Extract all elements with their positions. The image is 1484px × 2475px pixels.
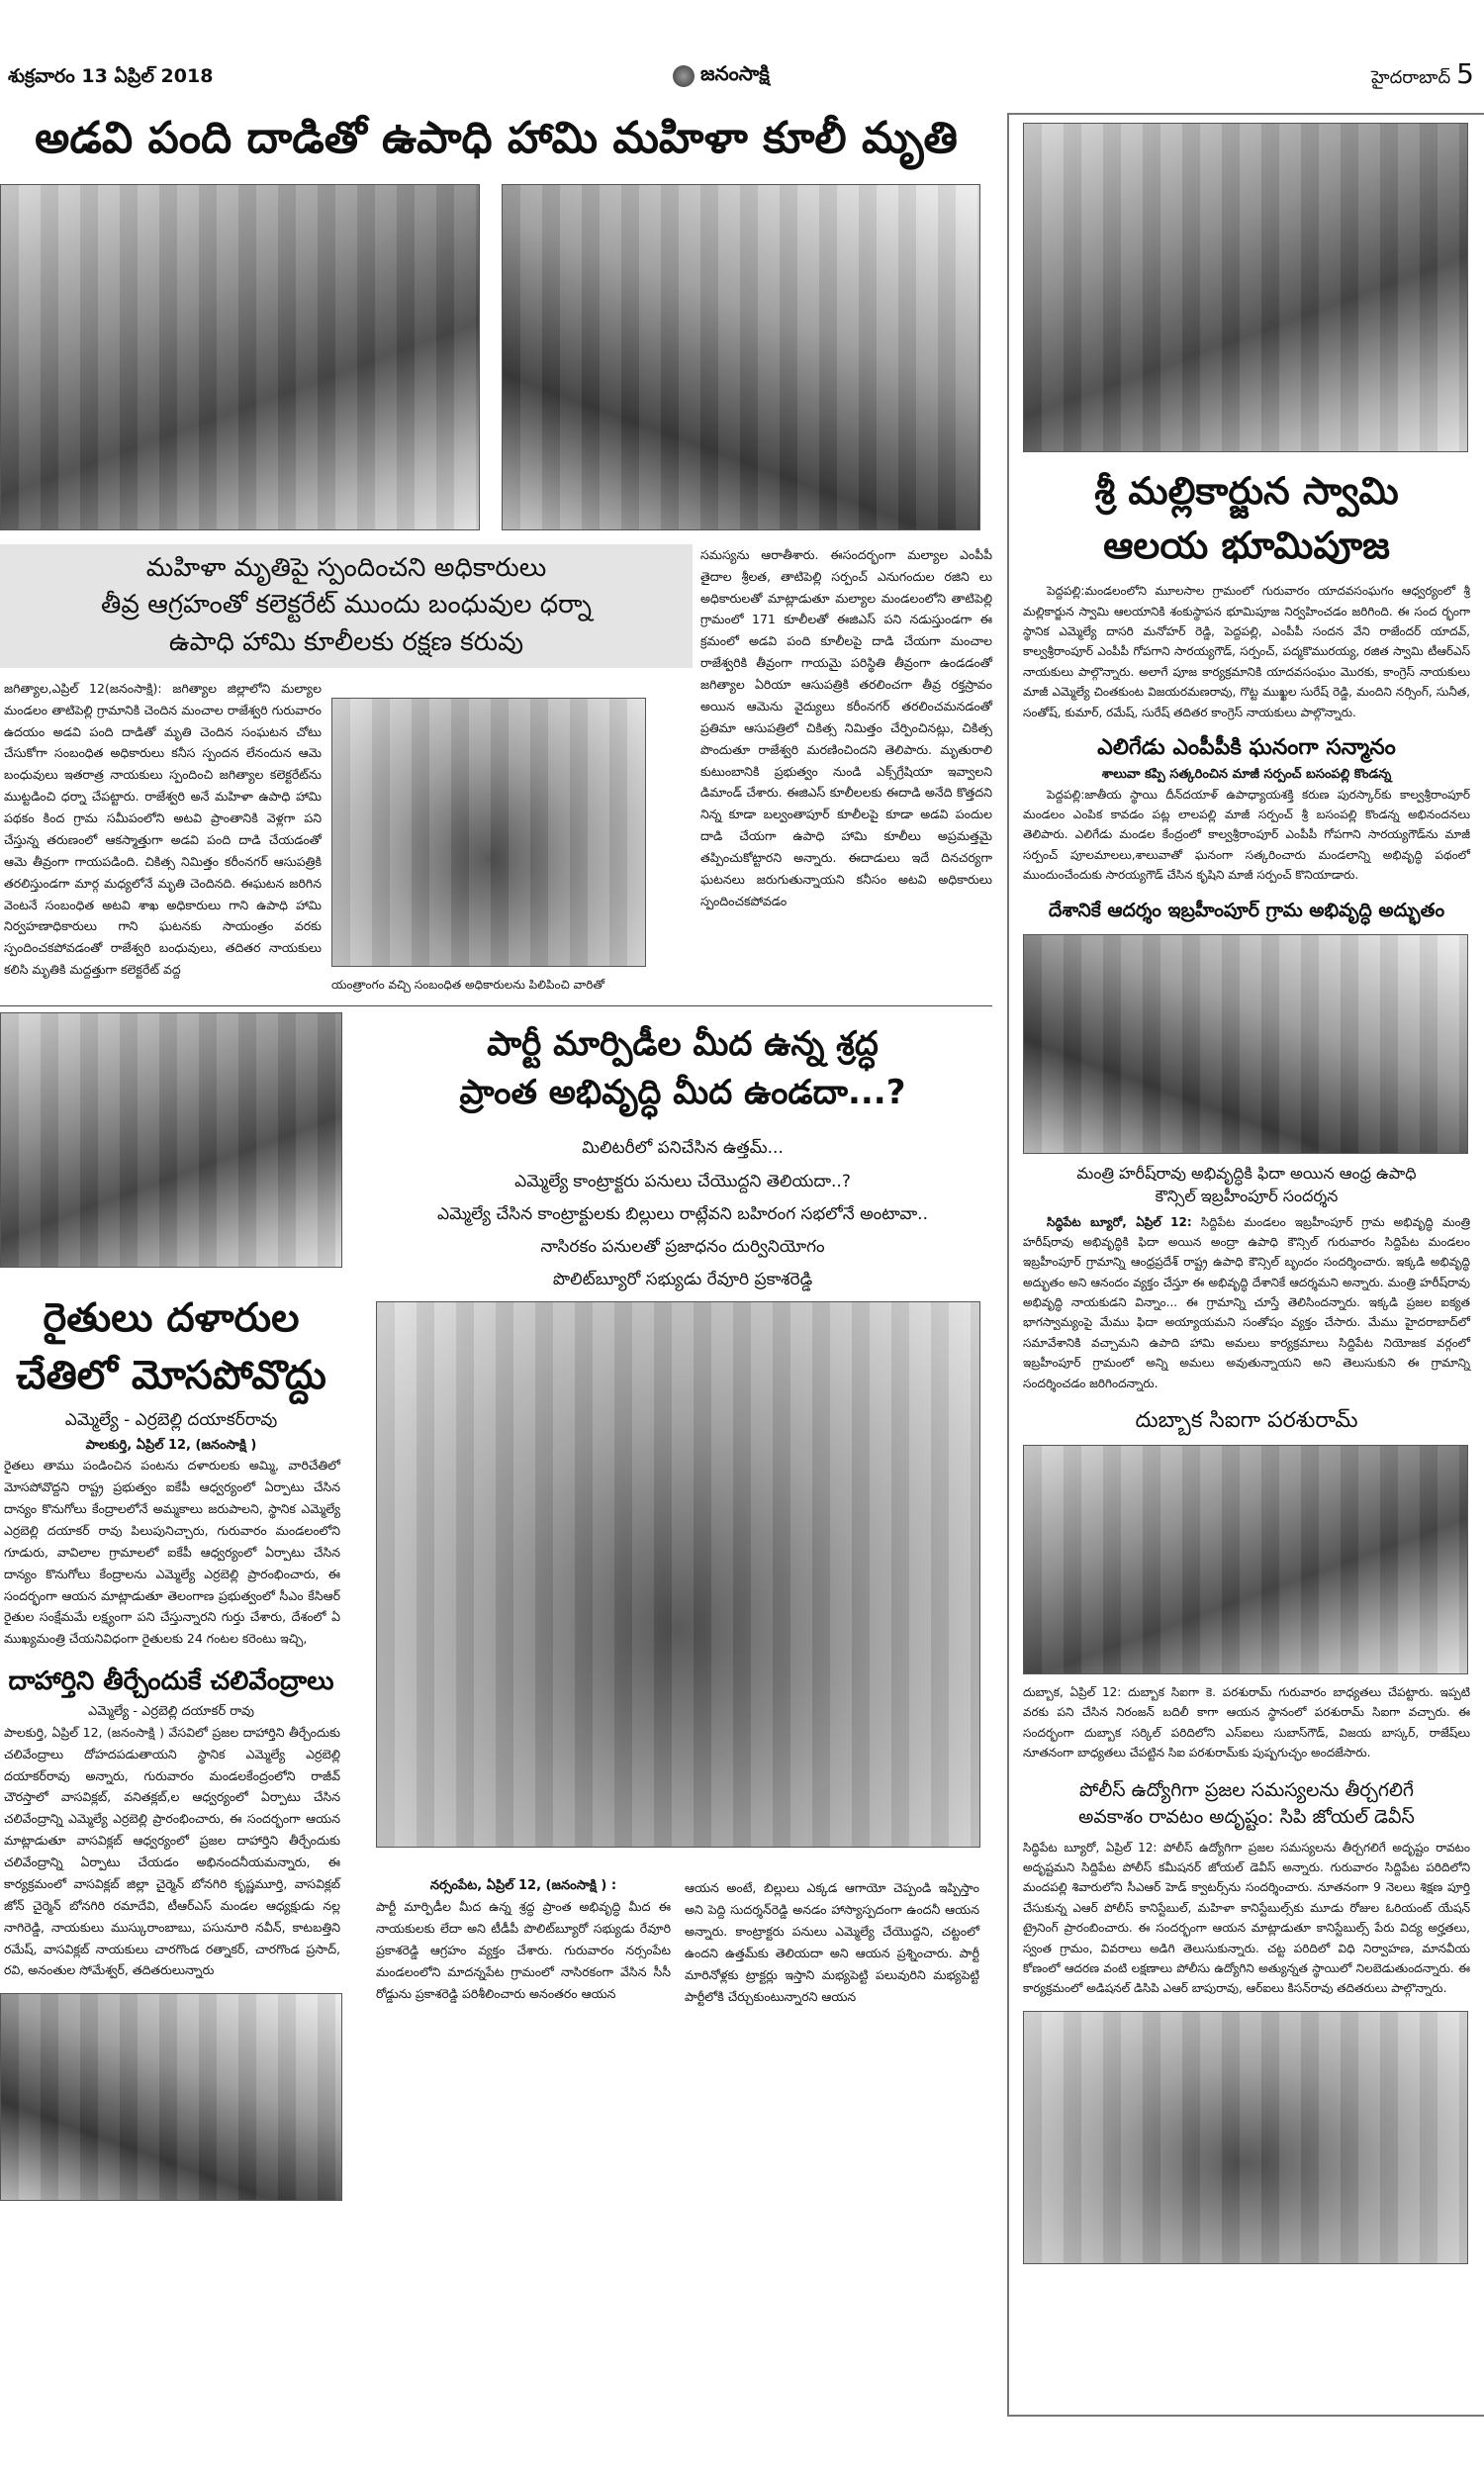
divider bbox=[0, 1005, 992, 1006]
story4-headline: దాహార్తిని తీర్చేందుకే చలివేంద్రాలు bbox=[8, 1666, 334, 1697]
story2-tagline: ఎమ్మెల్యే చేసిన కాంట్రాక్టులకు బిల్లులు రాట్లేవని బహిరంగ సభలోనే అంటావా.. bbox=[437, 1203, 928, 1224]
story2-dateline: నర్సంపేట, ఏప్రిల్ 12, (జనంసాక్షి ) : bbox=[429, 1878, 617, 1894]
dubbaka-headline: దుబ్బాక సిఐగా పరశురామ్ bbox=[1135, 1408, 1358, 1434]
story3-byline: ఎమ్మెల్యే - ఎర్రబెల్లి దయాకర్‌రావు bbox=[64, 1409, 278, 1430]
story2-col1 bbox=[376, 1877, 671, 2007]
main-area bbox=[0, 103, 992, 2201]
city: హైదరాబాద్ bbox=[1371, 67, 1451, 88]
story2-taglines bbox=[376, 1135, 989, 1293]
story1-photo-caption: యంత్రాంగం వచ్చి సంబంధిత అధికారులను పిలిపించి వారితో bbox=[331, 977, 605, 992]
story3-headline-2: చేతిలో మోసపోవొద్దు bbox=[16, 1352, 326, 1398]
ibrahimpur-text: సిద్దిపేట మండలం ఇబ్రహీంపూర్ గ్రామ అభివృద్ధి మంత్రి హరీష్‌రావు అభివృద్ధికి ఫిదా అయిన అంద్రా ఉపాధి కౌన్సిల్ గురువారం సిద్దిపేట మండలం ఇబ్రహీంపూర్ గ్రామాన్ని ఆంధ్రప్రదేశ్ రాష్ట్ర ఉపాధి కౌన్సిల్ బృందం సందర్శించారు. ఇక్కడి అభివృద్ధి అద్భుతం అని ఆనందం వ్యక్తం చేస్తూ ఈ అభివృద్ధి దేశానికే ఆదర్శమని అన్నారు. మంత్రి హరీష్‌రావు అభివృద్ధి నాయకుడని విన్నాం... ఈ గ్రామాన్ని చూస్తే తెలిసిందన్నారు. ఇక్కడి ప్రజల ఐక్యత భాగస్వామ్యంపై మేము ఫిదా అయ్యాయమని సంతోషం వ్యక్తం చేసారు. మేము హైదరాబాద్‌లో సమావేశానికి వచ్చామని ఉపాది హామి అమలు కార్యక్రమాలు సిద్దిపేట నియోజక వర్గంలో ఇబ్రహీంపూర్ గ్రామంలో అన్ని అమలు అవుతున్నాయని అని తెలుసుకుని ఈ గ్రామాన్ని సందర్శించడం జరిగిందన్నారు. bbox=[1023, 1214, 1470, 1390]
story2-headline-1: పార్టీ మార్పిడీల మీద ఉన్న శ్రద్ధ bbox=[487, 1023, 879, 1064]
masthead-city-page bbox=[1371, 57, 1474, 92]
story2-tagline: ఎమ్మెల్యే కాంట్రాక్టరు పనులు చేయొద్దని తెలియదా..? bbox=[514, 1171, 851, 1191]
elgedu-subhead: శాలువా కప్పి సత్కరించిన మాజీ సర్పంచ్ బసంపల్లి కొండన్న bbox=[1101, 766, 1392, 782]
ibrahimpur-caption-2: కౌన్సిల్ ఇబ్రహీంపూర్ సందర్శన bbox=[1155, 1187, 1339, 1206]
ibrahimpur-photo bbox=[1023, 934, 1468, 1154]
paper-name: జనంసాక్షి bbox=[700, 61, 770, 85]
story1-subhead-1: మహిళా మృతిపై స్పందించని అధికారులు bbox=[145, 552, 547, 583]
story1-photo-ambulance bbox=[502, 184, 980, 530]
story1-subhead-box bbox=[0, 544, 693, 668]
lower-area bbox=[0, 1012, 992, 2201]
police-training-photo bbox=[1023, 2011, 1468, 2264]
temple-photo bbox=[1023, 123, 1468, 452]
story1-left-lower bbox=[0, 678, 693, 996]
dubbaka-photo bbox=[1023, 1445, 1468, 1674]
story4-body: పాలకుర్తి, ఏప్రిల్ 12, (జనంసాక్షి ) వేసవిలో ప్రజల దాహార్తిని తీర్చేందుకు చలివేంద్రాలు దోహదపడుతాయని స్థానిక ఎమ్మెల్యే ఎర్రబెల్లి దయాకర్‌రావు అన్నారు, గురువారం మండలకేంద్రంలోని రాజీవ్ చౌరస్తాలో వాసవిక్లబ్, వనితక్లబ్,ల ఆధ్వర్యంలో ఏర్పాటు చేసిన చలివేంద్రాన్ని ఎమ్మెల్యే ఎర్రబెల్లి ప్రారంభించారు, ఈ సందర్భంగా ఆయన మాట్లాడుతూ వాసవిక్లబ్ ఆధ్వర్యంలో ప్రజల దాహార్తిని తీర్చేందుకు చలివేంద్రాన్ని ఏర్పాటు చేయడం అభినందనీయమన్నారు, ఈ కార్యక్రమంలో వాసవిక్లబ్ జిల్లా చైర్మెన్ బోనగిరి కృష్ణమూర్తి, వాసవిక్లబ్ జోన్ చైర్మెన్ బోనగిరి రమాదేవి, టీఆర్‌ఎస్ మండల ఆధ్యక్షుడు నల్ల నాగిరెడ్డి, నాయకులు ముస్కురాంబాబు, పసునూరి నవీన్, కాటబత్తిని రమేష్, వాసవిక్లబ్ నాయకులు చారగొండ రత్నాకర్, చారగొండ ప్రసాద్, రవి, అనంతుల సోమేశ్వర్, తదితరులున్నారు bbox=[4, 1724, 340, 1978]
police-headline-2: అవకాశం రావటం అదృష్టం: సిపి జోయల్ డెవీస్ bbox=[1078, 1806, 1415, 1829]
story2-body-col2: ఆయన అంటే, బిల్లులు ఎక్కడ ఆగాయో చెప్పండి ఇప్పిస్తాం అని పెద్ది సుదర్శన్‌రెడ్డి అనడం హాస్యాస్పదంగా ఉందనీ ఆయన అన్నారు. కాంట్రాక్టరు పనులు ఎమ్మెల్యే చేయొద్దని, చట్టంలో ఉందని ఉత్తమ్‌కు తెలియదా అని ఆయన ప్రశ్నించారు. పార్టీ మారినోళ్లకు ట్రాక్టర్లు ఇస్తాని మభ్యపెట్టి పలువురిని మభ్యపెట్టి పార్టీలోకి చేర్చుకుంటున్నారని ఆయన bbox=[685, 1880, 979, 2004]
story2-tagline: పొలిట్‌బ్యూరో సభ్యుడు రేవూరి ప్రకాశరెడ్డి bbox=[552, 1270, 813, 1290]
ibrahimpur-lead: సిద్ధిపేట బ్యూరో, ఏప్రిల్ 12: bbox=[1047, 1214, 1192, 1229]
story2-photo-leaders bbox=[376, 1301, 980, 1848]
page-number: 5 bbox=[1456, 57, 1474, 90]
story3-body: రైతలు తాము పండించిన పంటను దళారులకు అమ్మి, వారిచేతిలో మోసపోవొద్దని రాష్ట్ర ప్రభుత్వం ఐకేపీ ఆధ్వర్యంలో ఏర్పాటు చేసిన దాన్యం కొనుగోలు కేంద్రాలలోనే అమ్మకాలు జరుపాలని, స్థానిక ఎమ్మెల్యే ఎర్రబెల్లి దయాకర్ రావు పిలుపునిచ్చారు, గురువారం మండలంలోని గూడురు, వావిలాల గ్రామాలలో ఐకేపీ ఆధ్వర్యంలో ఏర్పాటు చేసిన దాన్యం కొనుగోలు కేంద్రాలను ఎమ్మెల్యే ఎర్రబెల్లి ప్రారంభించారు, ఈ సందర్భంగా ఆయన మాట్లాడుతూ తెలంగాణ ప్రభుత్వంలో సీఎం కేసిఆర్ రైతుల సంక్షేమమే లక్ష్యంగా పని చేస్తున్నారని గుర్తు చేశారు, దేశంలో ఏ ముఖ్యమంత్రి చేయనివిధంగా రైతులకు 24 గంటల కరెంటు ఇచ్చి, bbox=[4, 1458, 340, 1647]
elgedu-headline: ఎలిగేడు ఎంపీపీకి ఘనంగా సన్మానం bbox=[1097, 734, 1396, 760]
story1-photo-block bbox=[331, 698, 646, 996]
right-column-box bbox=[1007, 113, 1484, 2417]
left-column bbox=[0, 1012, 342, 2201]
story2-body bbox=[376, 1877, 989, 2007]
story3-headline-1: రైతులు దళారుల bbox=[43, 1294, 300, 1341]
story1-text bbox=[0, 544, 992, 996]
story1-body-col1: జగిత్యాల,ఎప్రిల్ 12(జనంసాక్షి): జగిత్యాల జిల్లాలోని మల్యాల మండలం తాటిపెల్లి గ్రామానికి చెందిన మంచాల రాజేశ్వరి గురువారం ఉదయం అడవి పంది దాడితో మృతి చెందిన సంఘటన చోటు చేసుకోగా సంబంధిత అధికారులు కనీస స్పందన లేనందున ఆమె బంధువులు ఇతరాత్ర నాయకులు స్పందించి జగిత్యాల కలెక్టరేట్‌ను ముట్టడించి ధర్నా చేపట్టారు. రాజేశ్వరి అనే మహిళా ఉపాధి హామి పథకం కింద గ్రామ సమీపంలోని అటవి ప్రాంతానికి వెళ్లగా పని చేస్తున్న తరుణంలో ఆకస్మాత్తుగా అడవి పంది దాడి చేయడంతో ఆమె తీవ్రంగా గాయపడింది. చికిత్స నిమిత్తం కరీంనగర్ ఆసుపత్రికి తరలిస్తుండగా మార్గ మధ్యలోనే మృతి చెందినది. ఈఘటన జరిగిన వెంటనే సంబంధిత అటవి శాఖ అధికారులు గాని ఉపాధి హామి నిర్వహణాధికారులు గాని ఘటనకు సాయంత్రం వరకు స్పందించకపోవడంతో రాజేశ్వరి బంధువులు, తదితర నాయకులు కలిసి మృతికి మద్దత్తుగా కలెక్టరేట్ వద్ద bbox=[4, 680, 322, 978]
masthead-date: శుక్రవారం 13 ఏప్రిల్ 2018 bbox=[8, 65, 214, 87]
temple-headline-2: ఆలయ భూమిపూజ bbox=[1103, 524, 1390, 568]
dubbaka-body: దుబ్బాక, ఏప్రిల్ 12: దుబ్బాక సిఐగా కె. పరశురామ్ గురువారం బాధ్యతలు చేపట్టారు. ఇప్పటి వరకు పని చేసిన నిరంజన్ బదిలీ కాగా ఆయన స్థానంలో పరశురామ్ సిఐగా వచ్చారు. ఈ సందర్భంగా దుబ్బాక సర్కిల్ పరిదిలోని ఎస్ఐలు సుబాస్‌గౌడ్, విజయ బాస్కర్, రాజేష్‌లు నూతనంగా బాధ్యతలు చేపట్టిన సిఐ పరశురామ్‌కు పుష్పగుచ్ఛం అందజేసారు. bbox=[1023, 1684, 1470, 1761]
story1-photo-row bbox=[0, 184, 992, 530]
police-headline-1: పోలీస్ ఉద్యోగిగా ప్రజల సమస్యలను తీర్చగలిగే bbox=[1079, 1778, 1414, 1801]
story1-left bbox=[0, 544, 693, 996]
center-column bbox=[376, 1012, 989, 2201]
story1-subhead-2: తీవ్ర ఆగ్రహంతో కలెక్టరేట్ ముందు బంధువుల ధర్నా bbox=[101, 590, 592, 620]
ibrahimpur-headline: దేశానికే ఆదర్శం ఇబ్రహీంపూర్ గ్రామ అభివృద్ధి అద్భుతం bbox=[1048, 899, 1445, 921]
story1-headline: అడవి పంది దాడితో ఉపాధి హామి మహిళా కూలీ మృతి bbox=[35, 113, 958, 163]
story2-headline-2: ప్రాంత అభివృద్ధి మీద ఉండదా...? bbox=[459, 1073, 906, 1113]
story1-body-col2: సమస్యను ఆరాతీశారు. ఈసందర్భంగా మల్యాల ఎంపీపీ తైదాల శ్రీలత, తాటిపెల్లి సర్పంచ్ ఎనుగందుల రజిని లు అధికారులతో మాట్లాడుతూ మల్యాల మండలంలోని తాటిపెల్లి గ్రామంలో 171 కూలీలతో ఈజిఎస్ పని నడుస్తుండగా ఈ క్రమంలో అడవి పంది కూలీలపై దాడి చేయగా మంచాల రాజేశ్వరికి తీవ్రంగా గాయమై పరిస్థితి తీవ్రంగా ఉండడంతో జగిత్యాల ఏరియా ఆసుపత్రికి తరలించగా తీవ్ర రక్తస్రావం అయిన ఆమెను వైద్యులు కరీంనగర్ తరలించమనడంతో ప్రతిమా ఆసుపత్రిలో చికిత్స నిమిత్తం చేర్పించినట్లు, చికిత్స పొందుతూ రాజేశ్వరి మరణించిందని తెలిపారు. మృతురాలి కుటుంబానికి ప్రభుత్వం నుండి ఎక్స్‌గ్రేషియా ఇవ్వాలని డిమాండ్ చేశారు. ఈజిఎస్ కూలీలలకు ఈదాడి అనేది కొత్తదని నిన్న కూడా బల్వంతాపూర్ కూలీలపై కూడా అడవి పందుల దాడి చేయగా ఉపాధి హామి కూలీలు అప్రమత్తమై తప్పించుకోట్టారని అన్నారు. ఈదాడులు ఇదే దినచర్యగా ఘటనలు జరుగుతున్నాయని కనీసం అటవి అధికారులు స్పందించకపోవడం bbox=[700, 546, 992, 908]
story2-tagline: మిలిటరీలో పనిచేసిన ఉత్తమ్... bbox=[582, 1138, 784, 1159]
ibrahimpur-caption-1: మంత్రి హరీష్‌రావు అభివృద్ధికి ఫిదా అయిన ఆంధ్ర ఉపాధి bbox=[1076, 1164, 1417, 1184]
story2-tagline: నాసిరకం పనులతో ప్రజాధనం దుర్వినియోగం bbox=[540, 1237, 825, 1258]
elgedu-body: పెద్దపల్లి:జాతీయ స్థాయి దీన్‌దయాళ్ ఉపాధ్యాయశక్తి కరుణ పురస్కార్‌కు కాల్వశ్రీరాంపూర్ మండలం ఎంపిక కావడం పట్ల లాలపల్లి మాజీ సర్పంచ్ శ్రీ బసంపల్లి కొండన్న అభినందనలు తెలిపారు. ఎలిగేడు మండల కేంద్రంలో కాల్వశ్రీరాంపూర్ ఎంపీపీ గోపగాని సారయ్యగౌడ్‌ను మాజీ సర్పంచ్ పూలమాలలు,శాలువాతో ఘనంగా సత్కరించారు మండలాన్ని అభివృద్ధి పథంలో ముందుంచేందుకు సారయ్యగౌడ్ చేసిన కృషిని మాజీ సర్పంచ్ కొనియాడారు. bbox=[1023, 787, 1470, 883]
story4-byline: ఎమ్మెల్యే - ఎర్రబెల్లి దయాకర్ రావు bbox=[87, 1703, 255, 1719]
temple-body: పెద్దపల్లి:మండలంలోని మూలసాల గ్రామంలో గురువారం యాదవసంఘగం ఆధ్వర్యంలో శ్రీ మల్లికార్జున స్వామి ఆలయానికి శంకుస్థాపన భూమిపూజ నిర్వహించడం జరిగింది. ఈ సంద ర్భంగా స్థానిక ఎమ్మెల్యే దాసరి మనోహర్ రెడ్డి, పెద్దపల్లి, ఎంపీపీ సందన వేని రాజేందర్ యాదవ్, కాల్వశ్రీరాంపూర్ ఎంపీపీ గోపగాని సారయ్యగౌడ్, సర్పంచ్, పద్మకొమురయ్య, రజిత స్వామి టీఆర్‌ఎస్ నాయకులు పాల్గొన్నారు. అలాగే పూజ కార్యక్రమానికి యాదవసంఘం మొరకు, కాంగ్రెస్ నాయకులు మాజీ ఎమ్మెల్యే చింతకుంట విజయరమణరావు, గొట్ట ముఖ్ఖల సురేష్ రెడ్డి, మందిని నర్సింగ్, సునీత, సంతోష్, కుమార్, రమేష్, సురేష్ తదితర కాంగ్రెస్ నాయకులు పాల్గొన్నారు. bbox=[1023, 584, 1470, 719]
story3-photo-farmers bbox=[0, 1012, 342, 1268]
story1-subhead-3: ఉపాధి హామి కూలీలకు రక్షణ కరువు bbox=[168, 627, 524, 658]
temple-headline-1: శ్రీ మల్లికార్జున స్వామి bbox=[1094, 469, 1399, 513]
masthead-logo bbox=[673, 61, 770, 90]
story3-dateline: పాలకుర్తి, ఏప్రిల్ 12, (జనంసాక్షి ) bbox=[85, 1437, 257, 1453]
masthead bbox=[0, 0, 1484, 103]
logo-icon bbox=[673, 65, 695, 87]
story1-photo-protest bbox=[0, 184, 480, 530]
police-body: సిద్ధిపేట బ్యూరో, ఏప్రిల్ 12: పోలీస్ ఉద్యోగిగా ప్రజల సమస్యలను తీర్చగలిగే అదృష్టం రావటం అదృష్టమని సిద్దిపేట పోలీస్ కమీషనర్ జోయల్ డెవీస్ అన్నారు. గురువారం సిద్దిపేట పరిదిలోని మందపల్లి శివారులోని సీఎఆర్ హెడ్ క్వాటర్స్‌ను సందర్శించారు. నూతనంగా 9 నెలలు శిక్షణ పూర్తి చేసుకున్న ఎఆర్ పోలీస్ కానిస్టేబుల్, మహిళా కానిస్టేబుల్స్‌కు మూడు రోజుల ఓరియంట్ యేషన్ ట్రైనింగ్ ప్రారంబించారు. ఈ సందర్భంగా ఆయన మాట్లాడుతూ కానిస్టేబుల్స్ పేరు విద్య అర్హతలు, స్వంత గ్రామం, వివరాలు అడిగి తెలుసుకున్నారు. చట్ట పరిదిలో విధి నిర్వాహణ, మానవీయ కోణంలో ఆదరణ వంటి లక్షణాలు పోలీసు ఉద్యోగిని అత్యున్నత స్థాయిలో నిలబెడుతుందన్నారు. ఈ కార్యక్రమంలో అడిషనల్ డిసిపి ఎఆర్ బాపురావు, ఆర్ఐలు కిసన్‌రావు తదితరులు పాల్గొన్నారు. bbox=[1023, 1840, 1470, 1996]
story2-body-col1: పార్టీ మార్పిడీల మీద ఉన్న శ్రద్ధ ప్రాంత అభివృద్ధి మీద ఈ నాయకులకు లేదా అని టీడీపీ పొలిట్‌బ్యూరో సభ్యుడు రేవూరి ప్రకాశరెడ్డి ఆగ్రహం వ్యక్తం చేశారు. గురువారం నర్సంపేట మండలంలోని మాదన్నపేట గ్రామంలో నాసిరకంగా వేసిన సీసీ రోడ్డును ప్రకాశరెడ్డి పరిశీలించారు అనంతరం ఆయన bbox=[376, 1899, 671, 2001]
ibrahimpur-body bbox=[1023, 1212, 1470, 1394]
story4-photo-water-booth bbox=[0, 1993, 342, 2201]
story1-photo-dharna bbox=[331, 698, 646, 967]
